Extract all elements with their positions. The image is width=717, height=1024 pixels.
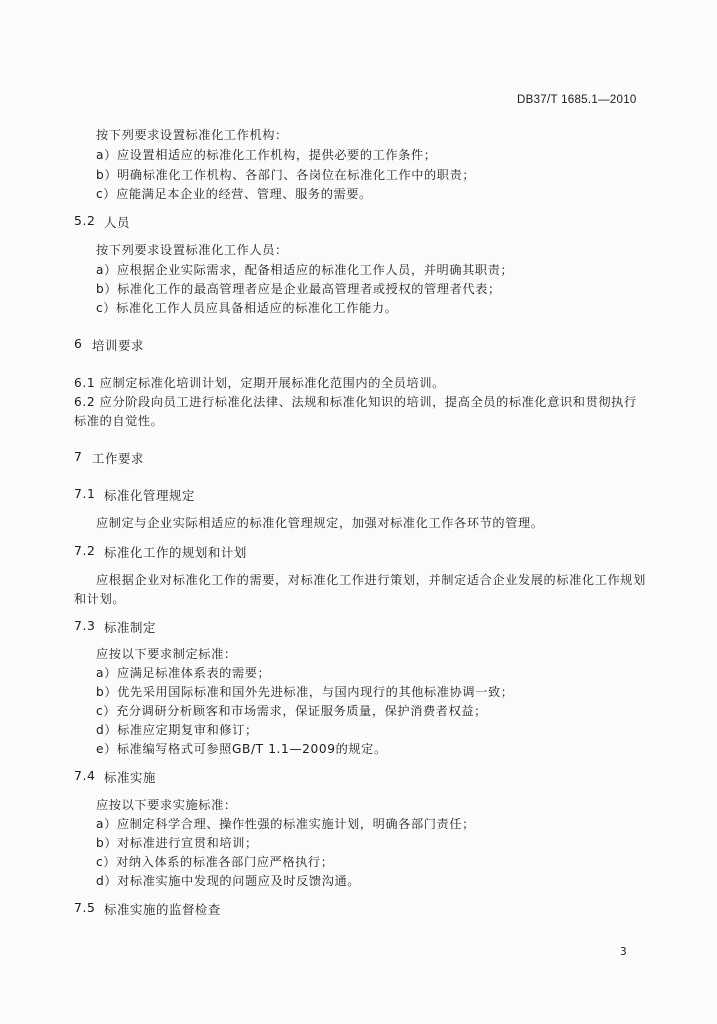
paragraph-6-2-cont: 标准的自觉性。 xyxy=(74,414,164,428)
section-number-7: 7 xyxy=(74,449,83,464)
section-title-7-2: 标准化工作的规划和计划 xyxy=(104,545,247,560)
page-number: 3 xyxy=(620,946,627,958)
document-code: DB37/T 1685.1—2010 xyxy=(517,94,637,106)
section-number-7-2: 7.2 xyxy=(74,543,96,558)
paragraph-7-4-intro: 应按以下要求实施标准： xyxy=(96,798,237,812)
list-item-7-4-c: c）对纳入体系的标准各部门应严格执行； xyxy=(96,855,334,869)
section-title-6: 培训要求 xyxy=(92,338,144,353)
section-number-7-1: 7.1 xyxy=(74,486,96,501)
list-item-org-c: c）应能满足本企业的经营、管理、服务的需要。 xyxy=(96,187,372,201)
paragraph-org-intro: 按下列要求设置标准化工作机构： xyxy=(96,128,288,142)
paragraph-6-1: 6.1 应制定标准化培训计划，定期开展标准化范围内的全员培训。 xyxy=(74,376,445,390)
section-title-7-1: 标准化管理规定 xyxy=(104,488,195,503)
list-item-7-3-c: c）充分调研分析顾客和市场需求，保证服务质量，保护消费者权益； xyxy=(96,704,487,718)
list-item-org-b: b）明确标准化工作机构、各部门、各岗位在标准化工作中的职责； xyxy=(96,168,476,182)
list-item-staff-a: a）应根据企业实际需求，配备相适应的标准化工作人员，并明确其职责； xyxy=(96,263,514,277)
list-item-7-3-b: b）优先采用国际标准和国外先进标准，与国内现行的其他标准协调一致； xyxy=(96,685,514,699)
list-item-7-3-e: e）标准编写格式可参照GB/T 1.1—2009的规定。 xyxy=(96,742,387,756)
section-title-7-3: 标准制定 xyxy=(104,620,156,635)
list-item-7-4-b: b）对标准进行宣贯和培训； xyxy=(96,836,258,850)
paragraph-7-3-intro: 应按以下要求制定标准： xyxy=(96,647,237,661)
list-item-7-4-d: d）对标准实施中发现的问题应及时反馈沟通。 xyxy=(96,874,361,888)
list-item-7-3-a: a）应满足标准体系表的需要； xyxy=(96,666,271,680)
paragraph-7-2: 应根据企业对标准化工作的需要，对标准化工作进行策划，并制定适合企业发展的标准化工作规划 xyxy=(96,573,646,587)
section-number-6: 6 xyxy=(74,336,83,351)
paragraph-7-1: 应制定与企业实际相适应的标准化管理规定，加强对标准化工作各环节的管理。 xyxy=(96,516,544,530)
list-item-7-3-d: d）标准应定期复审和修订； xyxy=(96,723,258,737)
list-item-staff-b: b）标准化工作的最高管理者应是企业最高管理者或授权的管理者代表； xyxy=(96,282,501,296)
section-number-7-4: 7.4 xyxy=(74,768,96,783)
section-title-5-2: 人员 xyxy=(104,215,130,230)
list-item-org-a: a）应设置相适应的标准化工作机构，提供必要的工作条件； xyxy=(96,148,437,162)
list-item-staff-c: c）标准化工作人员应具备相适应的标准化工作能力。 xyxy=(96,301,398,315)
section-number-7-3: 7.3 xyxy=(74,618,96,633)
section-title-7: 工作要求 xyxy=(92,451,144,466)
section-number-5-2: 5.2 xyxy=(74,213,96,228)
section-title-7-4: 标准实施 xyxy=(104,770,156,785)
paragraph-7-2-cont: 和计划。 xyxy=(74,592,126,606)
section-number-7-5: 7.5 xyxy=(74,900,96,915)
paragraph-staff-intro: 按下列要求设置标准化工作人员： xyxy=(96,243,288,257)
list-item-7-4-a: a）应制定科学合理、操作性强的标准实施计划，明确各部门责任； xyxy=(96,817,475,831)
paragraph-6-2: 6.2 应分阶段向员工进行标准化法律、法规和标准化知识的培训，提高全员的标准化意识和贯彻执行 xyxy=(74,395,637,409)
section-title-7-5: 标准实施的监督检查 xyxy=(104,902,221,917)
